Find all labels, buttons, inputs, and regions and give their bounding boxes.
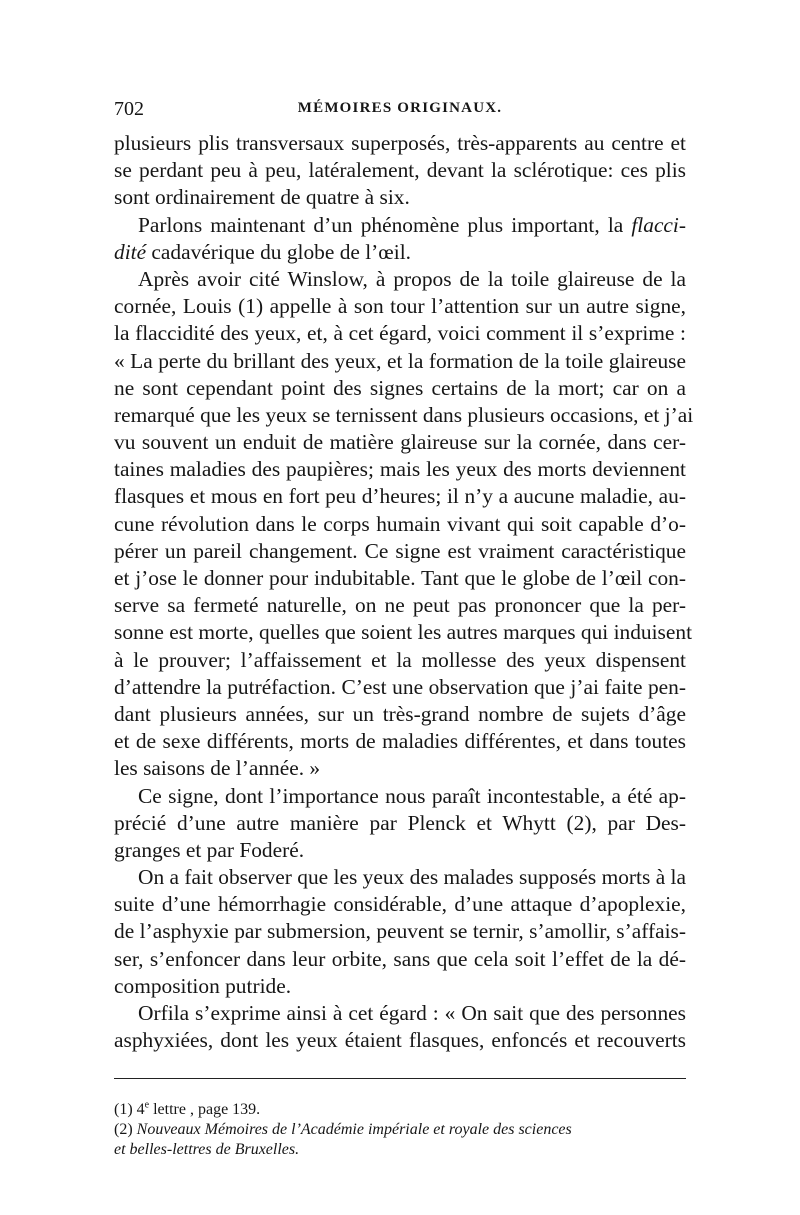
text-line: et de sexe différents, morts de maladies différentes, et dans toutes <box>114 729 686 754</box>
text-line: plusieurs plis transversaux superposés, très-apparents au centre et <box>114 131 686 155</box>
text-line: la flaccidité des yeux, et, à cet égard, voici comment il s’exprime : <box>114 321 686 346</box>
text-line: précié d’une autre manière par Plenck et Whytt (2), par Des- <box>114 810 686 835</box>
text-line <box>114 239 686 266</box>
text-line: sont ordinairement de quatre à six. <box>114 185 410 210</box>
text-line: flasques et mous en fort peu d’heures; il n’y a aucune maladie, au- <box>114 484 686 509</box>
footnote-1 <box>114 1100 686 1120</box>
text-line: « La perte du brillant des yeux, et la formation de la toile glaireuse <box>114 348 686 373</box>
text-line: ser, s’enfoncer dans leur orbite, sans que cela soit l’effet de la dé- <box>114 946 686 971</box>
text-line: cune révolution dans le corps humain vivant qui soit capable d’o- <box>114 511 686 536</box>
page-header <box>114 98 686 124</box>
text-fragment: cadavérique du globe de l’œil. <box>146 239 411 264</box>
body-text <box>114 130 694 1054</box>
text-line: On a fait observer que les yeux des malades supposés morts à la <box>138 865 686 890</box>
footnote-2 <box>114 1120 686 1140</box>
text-line: cornée, Louis (1) appelle à son tour l’attention sur un autre signe, <box>114 294 686 319</box>
text-line <box>114 212 686 239</box>
text-line: taines maladies des paupières; mais les yeux des morts deviennent <box>114 457 686 482</box>
text-fragment: Parlons maintenant d’un phénomène plus important, la <box>138 212 632 237</box>
footnote-marker: (1) <box>114 1101 133 1118</box>
text-line: granges et par Foderé. <box>114 837 305 862</box>
text-line: à le prouver; l’affaissement et la mollesse des yeux dispensent <box>114 647 686 672</box>
footnotes <box>114 1100 686 1160</box>
text-line: asphyxiées, dont les yeux étaient flasques, enfoncés et recouverts <box>114 1028 686 1053</box>
footnote-marker: (2) <box>114 1121 133 1138</box>
text-line: pérer un pareil changement. Ce signe est vraiment caractéristique <box>114 538 686 563</box>
footnote-sup: e <box>144 1099 150 1111</box>
text-line: se perdant peu à peu, latéralement, devant la sclérotique: ces plis <box>114 158 686 183</box>
text-line: d’attendre la putréfaction. C’est une observation que j’ai faite pen- <box>114 674 686 699</box>
italic-term: dité <box>114 239 147 264</box>
text-line: suite d’une hémorrhagie considérable, d’une attaque d’apoplexie, <box>114 892 686 917</box>
italic-term: flacci- <box>631 212 686 237</box>
footnote-text: Nouveaux Mémoires de l’Académie impériale et royale des sciences <box>136 1121 572 1138</box>
text-line: Orfila s’exprime ainsi à cet égard : « On sait que des personnes <box>138 1001 686 1025</box>
text-line: Ce signe, dont l’importance nous paraît incontestable, a été ap- <box>138 783 686 808</box>
text-line: Après avoir cité Winslow, à propos de la toile glaireuse de la <box>138 266 686 291</box>
text-line: les saisons de l’année. » <box>114 756 321 781</box>
text-line: vu souvent un enduit de matière glaireuse sur la cornée, dans cer- <box>114 430 686 455</box>
text-line: de l’asphyxie par submersion, peuvent se ternir, s’amollir, s’affais- <box>114 919 686 944</box>
text-line: composition putride. <box>114 973 292 998</box>
running-title: MÉMOIRES ORIGINAUX. <box>297 100 503 116</box>
text-line: serve sa fermeté naturelle, on ne peut pas prononcer que la per- <box>114 593 686 618</box>
footnote-text: 4 <box>136 1101 145 1118</box>
footnote-2-continued <box>114 1140 686 1160</box>
footnote-text: et belles-lettres de Bruxelles. <box>114 1141 300 1158</box>
text-line: sonne est morte, quelles que soient les autres marques qui induisent <box>114 620 693 645</box>
text-line: dant plusieurs années, sur un très-grand nombre de sujets d’âge <box>114 701 686 726</box>
page-number: 702 <box>114 98 144 120</box>
footnote-divider <box>114 1078 686 1079</box>
text-line: remarqué que les yeux se ternissent dans plusieurs occasions, et j’ai <box>114 402 694 427</box>
text-line: et j’ose le donner pour indubitable. Tant que le globe de l’œil con- <box>114 566 686 590</box>
footnote-text: lettre , page 139. <box>149 1101 261 1118</box>
text-line: ne sont cependant point des signes certains de la mort; car on a <box>114 375 686 400</box>
